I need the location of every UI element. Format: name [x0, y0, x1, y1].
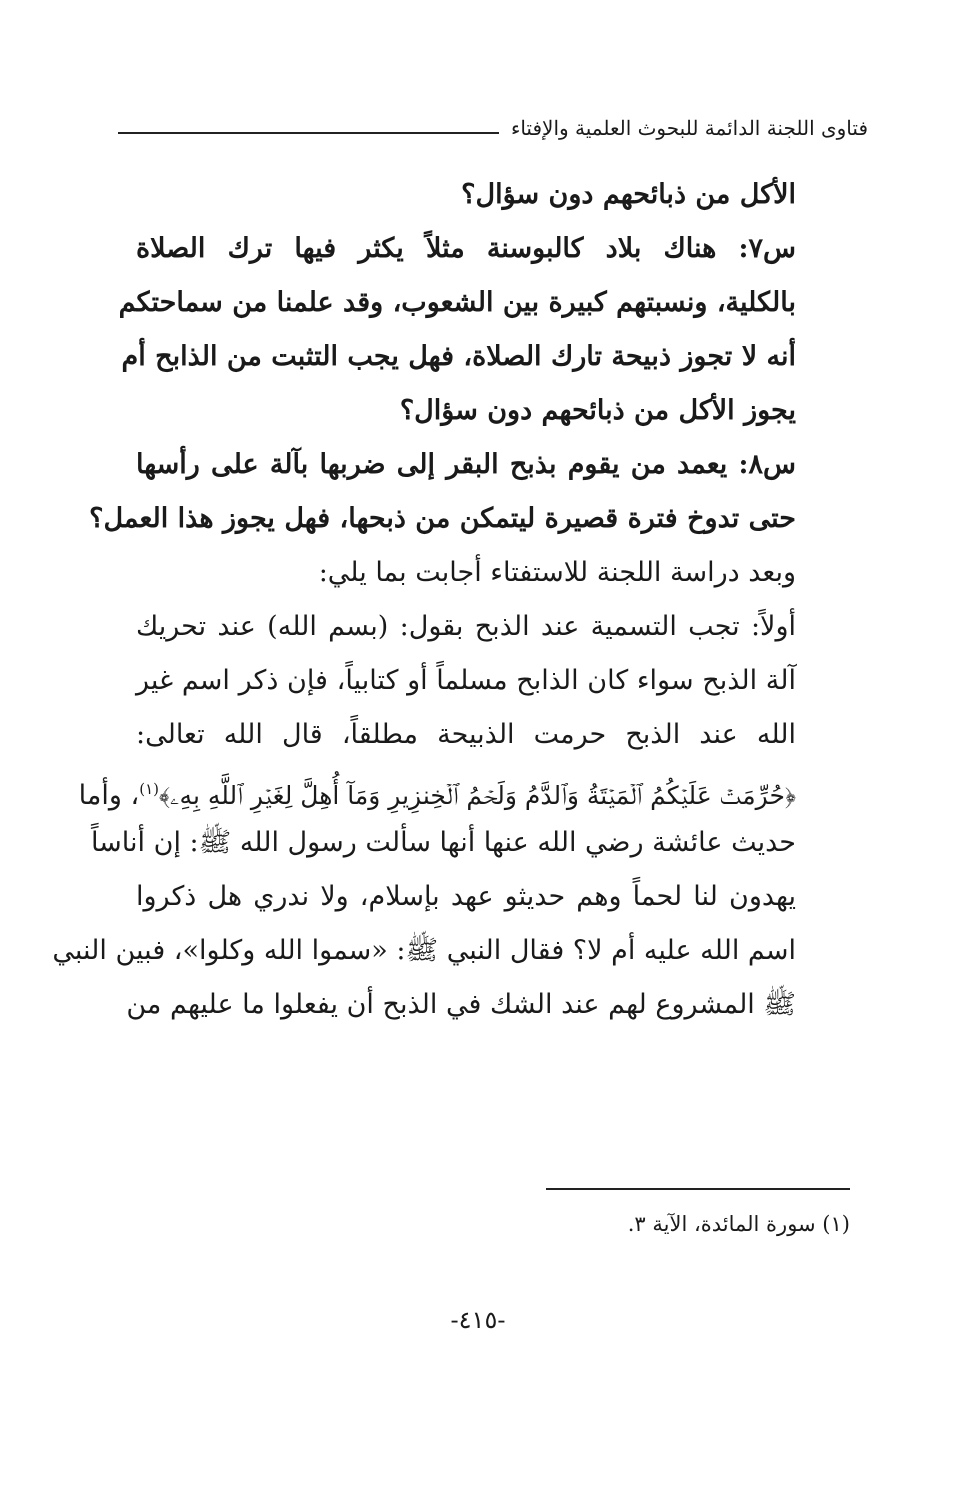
- text-line: أنه لا تجوز ذبيحة تارك الصلاة، فهل يجب التثبت من الذابح أم: [121, 341, 796, 372]
- text-line: س٧: هناك بلاد كالبوسنة مثلاً يكثر فيها ترك الصلاة: [136, 233, 796, 264]
- running-header: [118, 108, 868, 148]
- verse-line-rest: ، وأما: [78, 780, 140, 811]
- text-line: وبعد دراسة اللجنة للاستفتاء أجابت بما يلي:: [318, 557, 796, 588]
- verse-line: [78, 762, 796, 816]
- text-line: س٨: يعمد من يقوم بذبح البقر إلى ضربها بآلة على رأسها: [136, 449, 796, 480]
- text-line: يجوز الأكل من ذبائحهم دون سؤال؟: [399, 395, 796, 426]
- text-line: الأكل من ذبائحهم دون سؤال؟: [461, 179, 796, 210]
- text-line: حديث عائشة رضي الله عنها أنها سألت رسول الله ﷺ: إن أناساً: [90, 827, 796, 858]
- text-line: أولاً: تجب التسمية عند الذبح بقول: (بسم الله) عند تحريك: [136, 611, 796, 642]
- footnote-reference: (١): [139, 780, 159, 798]
- text-line: اسم الله عليه أم لا؟ فقال النبي ﷺ: «سموا الله وكلوا»، فبين النبي: [52, 935, 796, 966]
- footnote-rule: [546, 1188, 850, 1190]
- footnote: (١) سورة المائدة، الآية ٣.: [627, 1212, 850, 1236]
- body-text: [52, 168, 796, 1032]
- header-title: فتاوى اللجنة الدائمة للبحوث العلمية والإفتاء: [510, 116, 868, 140]
- text-line: ﷺ المشروع لهم عند الشك في الذبح أن يفعلوا ما عليهم من: [126, 989, 796, 1020]
- page-number: -٤١٥-: [450, 1306, 506, 1334]
- text-line: بالكلية، ونسبتهم كبيرة بين الشعوب، وقد علمنا من سماحتكم: [118, 287, 796, 318]
- header-rule: [118, 132, 499, 134]
- text-line: آلة الذبح سواء كان الذابح مسلماً أو كتابياً، فإن ذكر اسم غير: [136, 665, 796, 696]
- quran-verse: ﴿حُرِّمَتۡ عَلَيۡكُمُ ٱلۡمَيۡتَةُ وَٱلدَّمُ وَلَحۡمُ ٱلۡخِنزِيرِ وَمَآ أُهِلَّ لِغَيۡرِ ٱللَّهِ بِهِۦ﴾: [158, 781, 796, 810]
- text-line: الله عند الذبح حرمت الذبيحة مطلقاً، قال الله تعالى:: [136, 719, 796, 750]
- text-line: حتى تدوخ فترة قصيرة ليتمكن من ذبحها، فهل يجوز هذا العمل؟: [89, 503, 796, 534]
- text-line: يهدون لنا لحماً وهم حديثو عهد بإسلام، ولا ندري هل ذكروا: [136, 881, 796, 912]
